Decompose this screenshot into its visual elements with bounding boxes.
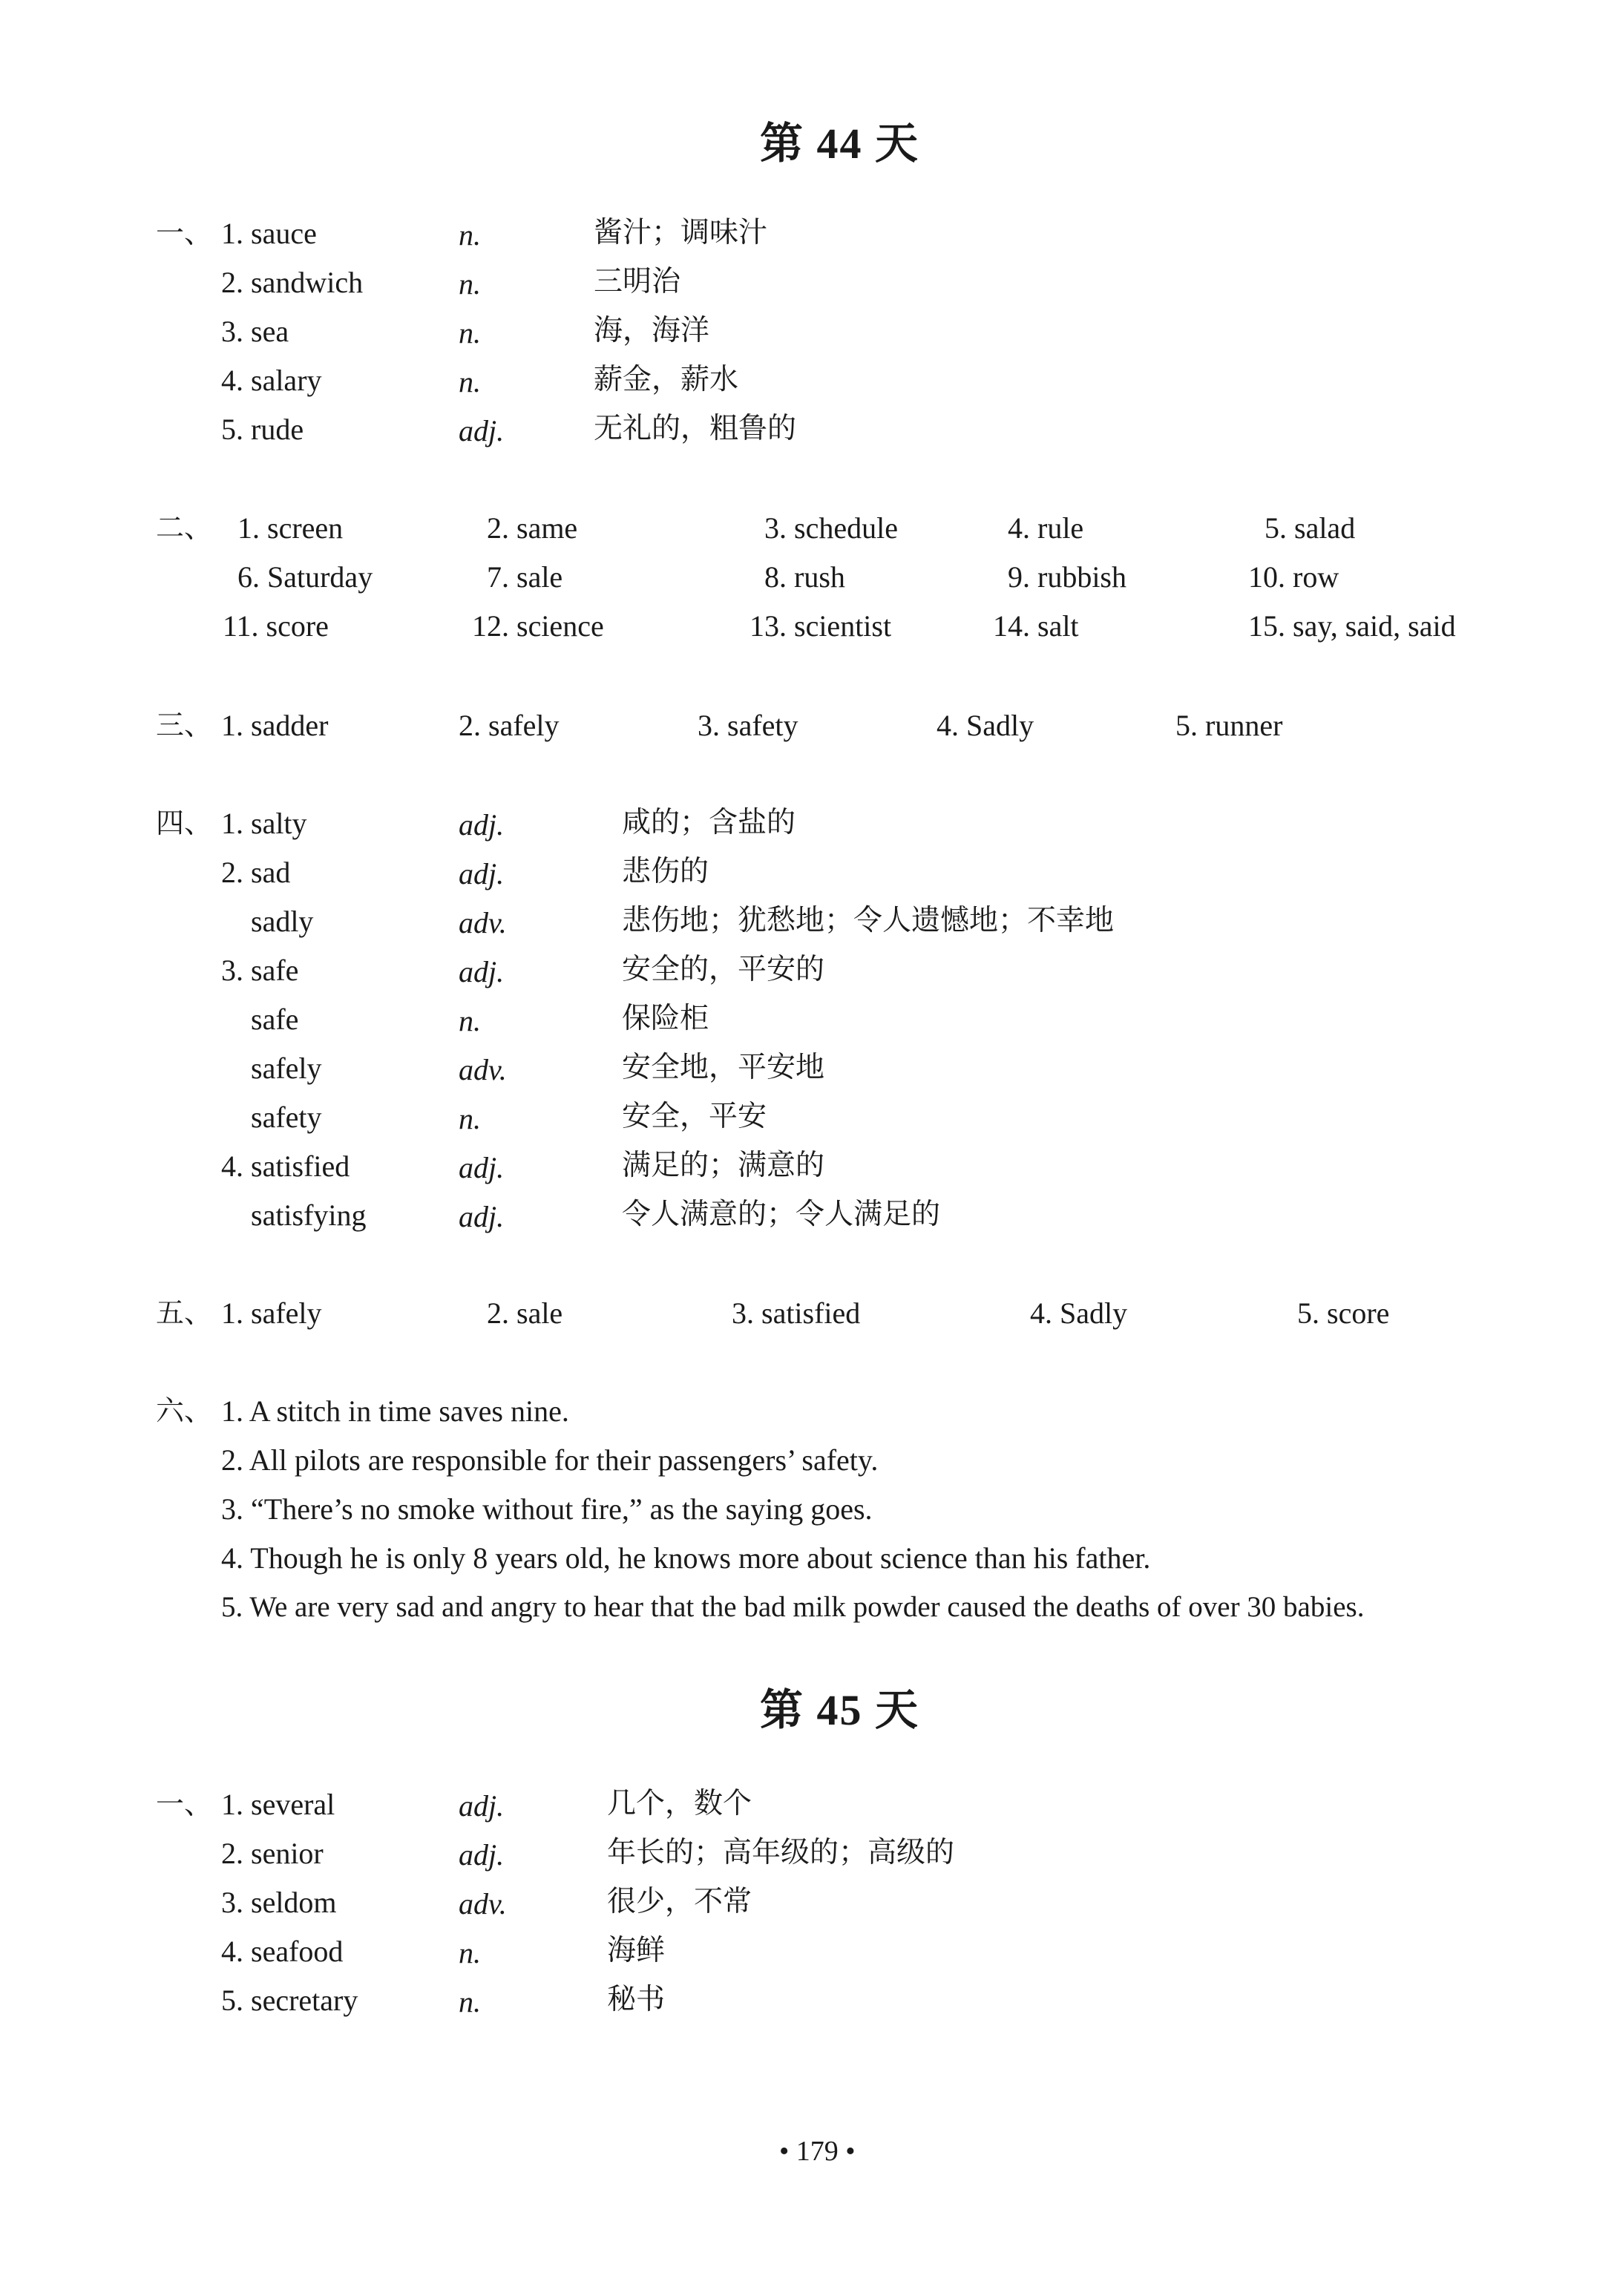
answer-item: 1. sadder [221, 709, 329, 742]
answer-item: 3. satisfied [732, 1296, 861, 1330]
word: 2. sad [221, 856, 291, 889]
answer-item: 3. safety [698, 709, 798, 742]
answer-item: 2. same [487, 511, 578, 545]
word: 5. rude [221, 413, 304, 446]
meaning: 令人满意的；令人满足的 [622, 1198, 941, 1231]
word: satisfying [251, 1198, 367, 1232]
answer-item: 2. sale [487, 1296, 563, 1330]
answer-item: 9. rubbish [1008, 560, 1126, 594]
day44-title: 第 44 天 [760, 119, 920, 168]
part-of-speech: n. [459, 267, 481, 301]
part-of-speech: n. [459, 1004, 481, 1037]
section-marker: 四、 [156, 807, 213, 839]
answer-item: 5. salad [1265, 511, 1356, 545]
meaning: 海鲜 [607, 1934, 666, 1967]
word: sadly [251, 905, 314, 938]
word: 2. senior [221, 1837, 324, 1870]
meaning: 满足的；满意的 [622, 1149, 825, 1182]
answer-item: 6. Saturday [237, 560, 373, 594]
answer-item: 7. sale [487, 560, 563, 594]
meaning: 薪金，薪水 [594, 363, 739, 396]
word: 1. sauce [221, 217, 317, 250]
meaning: 年长的；高年级的；高级的 [607, 1836, 955, 1869]
part-of-speech: adj. [459, 955, 505, 988]
answer-item: 13. scientist [750, 609, 892, 643]
word: safe [251, 1003, 299, 1036]
meaning: 悲伤的 [622, 855, 709, 888]
part-of-speech: adj. [459, 1200, 505, 1233]
word: 3. safe [221, 954, 299, 987]
meaning: 海，海洋 [594, 314, 710, 347]
meaning: 安全地，平安地 [622, 1051, 825, 1084]
part-of-speech: adj. [459, 1789, 505, 1823]
part-of-speech: n. [459, 1102, 481, 1135]
meaning: 无礼的，粗鲁的 [594, 412, 797, 445]
meaning: 安全，平安 [622, 1100, 767, 1133]
word: 1. several [221, 1788, 335, 1821]
meaning: 悲伤地；犹愁地；令人遗憾地；不幸地 [622, 904, 1115, 937]
meaning: 酱汁；调味汁 [594, 216, 768, 249]
day45-title: 第 45 天 [760, 1686, 920, 1734]
word: 4. salary [221, 364, 322, 397]
answer-item: 1. safely [221, 1296, 322, 1330]
meaning: 几个，数个 [607, 1787, 752, 1820]
answer-item: 12. science [472, 609, 604, 643]
answer-item: 2. safely [459, 709, 560, 742]
meaning: 三明治 [594, 265, 681, 298]
sentence: 5. We are very sad and angry to hear that the bad milk powder caused the deaths of over 30 babies. [221, 1591, 1365, 1623]
answer-item: 4. rule [1008, 511, 1084, 545]
answer-item: 1. screen [237, 511, 344, 545]
section-marker: 一、 [156, 217, 213, 249]
word: 1. salty [221, 807, 307, 840]
answer-item: 5. score [1297, 1296, 1390, 1330]
word: safely [251, 1052, 322, 1085]
answer-item: 8. rush [764, 560, 845, 594]
answer-item: 3. schedule [764, 511, 898, 545]
part-of-speech: n. [459, 316, 481, 350]
word: 2. sandwich [221, 266, 364, 299]
part-of-speech: adj. [459, 1151, 505, 1184]
page-number: • 179 • [779, 2136, 856, 2167]
section-marker: 一、 [156, 1788, 213, 1820]
meaning: 安全的，平安的 [622, 953, 825, 986]
answer-item: 4. Sadly [1030, 1296, 1128, 1330]
part-of-speech: adj. [459, 857, 505, 890]
answer-item: 5. runner [1175, 709, 1283, 742]
part-of-speech: adv. [459, 906, 507, 939]
meaning: 咸的；含盐的 [622, 806, 796, 839]
part-of-speech: n. [459, 365, 481, 398]
sentence: 3. “There’s no smoke without fire,” as the saying goes. [221, 1492, 873, 1526]
answer-item: 14. salt [993, 609, 1079, 643]
part-of-speech: n. [459, 1985, 481, 2018]
section-marker: 六、 [156, 1394, 213, 1427]
word: safety [251, 1101, 322, 1134]
part-of-speech: adj. [459, 414, 505, 447]
word: 4. satisfied [221, 1149, 350, 1183]
word: 3. sea [221, 315, 289, 348]
part-of-speech: n. [459, 1936, 481, 1969]
part-of-speech: adv. [459, 1887, 507, 1921]
part-of-speech: adj. [459, 1838, 505, 1872]
sentence: 2. All pilots are responsible for their passengers’ safety. [221, 1443, 879, 1477]
answer-item: 10. row [1248, 560, 1339, 594]
meaning: 秘书 [607, 1983, 666, 2016]
part-of-speech: adv. [459, 1053, 507, 1086]
sentence: 1. A stitch in time saves nine. [221, 1394, 569, 1428]
sentence: 4. Though he is only 8 years old, he knows more about science than his father. [221, 1541, 1151, 1575]
meaning: 很少，不常 [607, 1885, 752, 1918]
word: 4. seafood [221, 1935, 344, 1968]
answer-item: 4. Sadly [937, 709, 1034, 742]
word: 3. seldom [221, 1886, 337, 1919]
section-marker: 二、 [156, 511, 213, 544]
meaning: 保险柜 [622, 1002, 709, 1035]
section-marker: 三、 [156, 709, 213, 741]
word: 5. secretary [221, 1984, 358, 2017]
answer-item: 11. score [223, 609, 329, 643]
part-of-speech: n. [459, 218, 481, 252]
section-marker: 五、 [156, 1296, 213, 1329]
part-of-speech: adj. [459, 808, 505, 842]
answer-item: 15. say, said, said [1248, 609, 1456, 643]
